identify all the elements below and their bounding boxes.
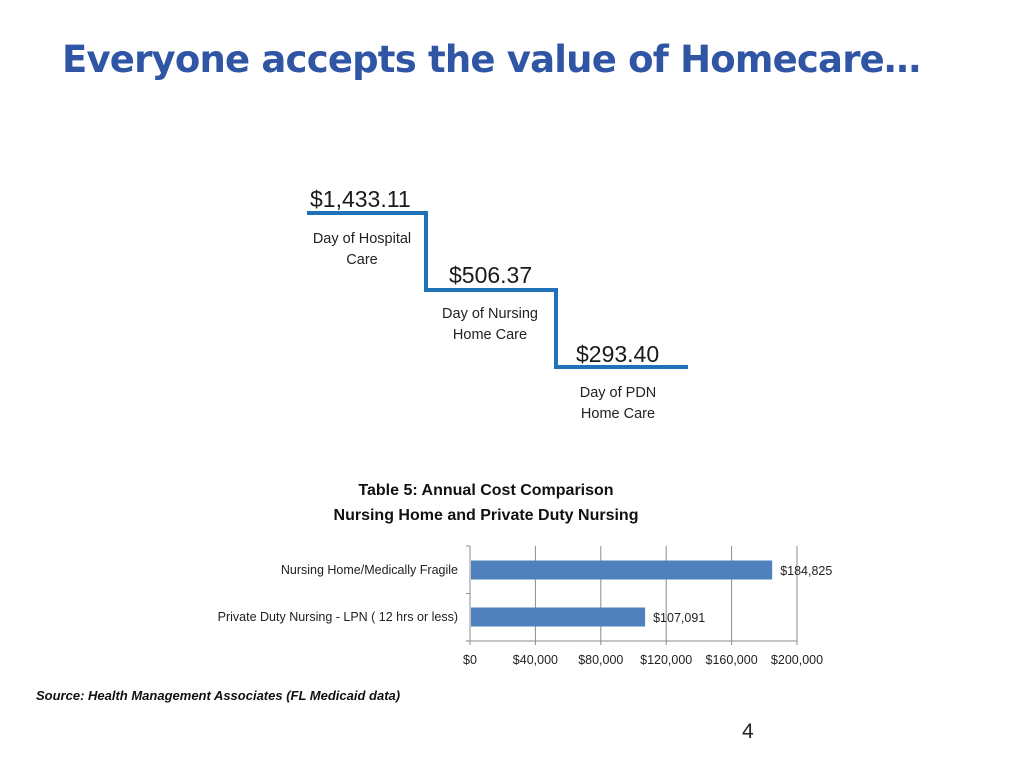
bar	[471, 561, 772, 580]
x-tick-label: $40,000	[512, 653, 558, 667]
x-tick-label: $80,000	[578, 653, 624, 667]
nursing-home-label-line2: Home Care	[452, 327, 528, 343]
bar-chart-title-line2: Nursing Home and Private Duty Nursing	[333, 507, 639, 524]
x-tick-label: $120,000	[640, 653, 693, 667]
nursing-home-label-line1: Day of Nursing	[442, 306, 538, 322]
bar-value-label: $107,091	[653, 611, 706, 625]
category-label: Private Duty Nursing - LPN ( 12 hrs or less)	[217, 610, 458, 624]
x-tick-label: $160,000	[705, 653, 758, 667]
x-tick-label: $0	[463, 653, 477, 667]
hospital-price: $1,433.11	[310, 186, 411, 212]
x-tick-label: $200,000	[770, 653, 824, 667]
bar	[471, 608, 645, 627]
nursing-home-price: $506.37	[449, 262, 533, 288]
page-number: 4	[742, 720, 754, 743]
hospital-label-line1: Day of Hospital	[312, 231, 412, 247]
pdn-label-line1: Day of PDN	[579, 385, 657, 401]
source-note: Source: Health Management Associates (FL Medicaid data)	[36, 688, 401, 703]
pdn-price: $293.40	[576, 341, 660, 367]
bar-chart-title-line1: Table 5: Annual Cost Comparison	[358, 482, 614, 499]
pdn-label-line2: Home Care	[580, 406, 656, 422]
bar-value-label: $184,825	[780, 564, 833, 578]
slide-title: Everyone accepts the value of Homecare…	[62, 38, 921, 81]
hospital-label-line2: Care	[346, 252, 378, 268]
category-label: Nursing Home/Medically Fragile	[280, 563, 458, 577]
